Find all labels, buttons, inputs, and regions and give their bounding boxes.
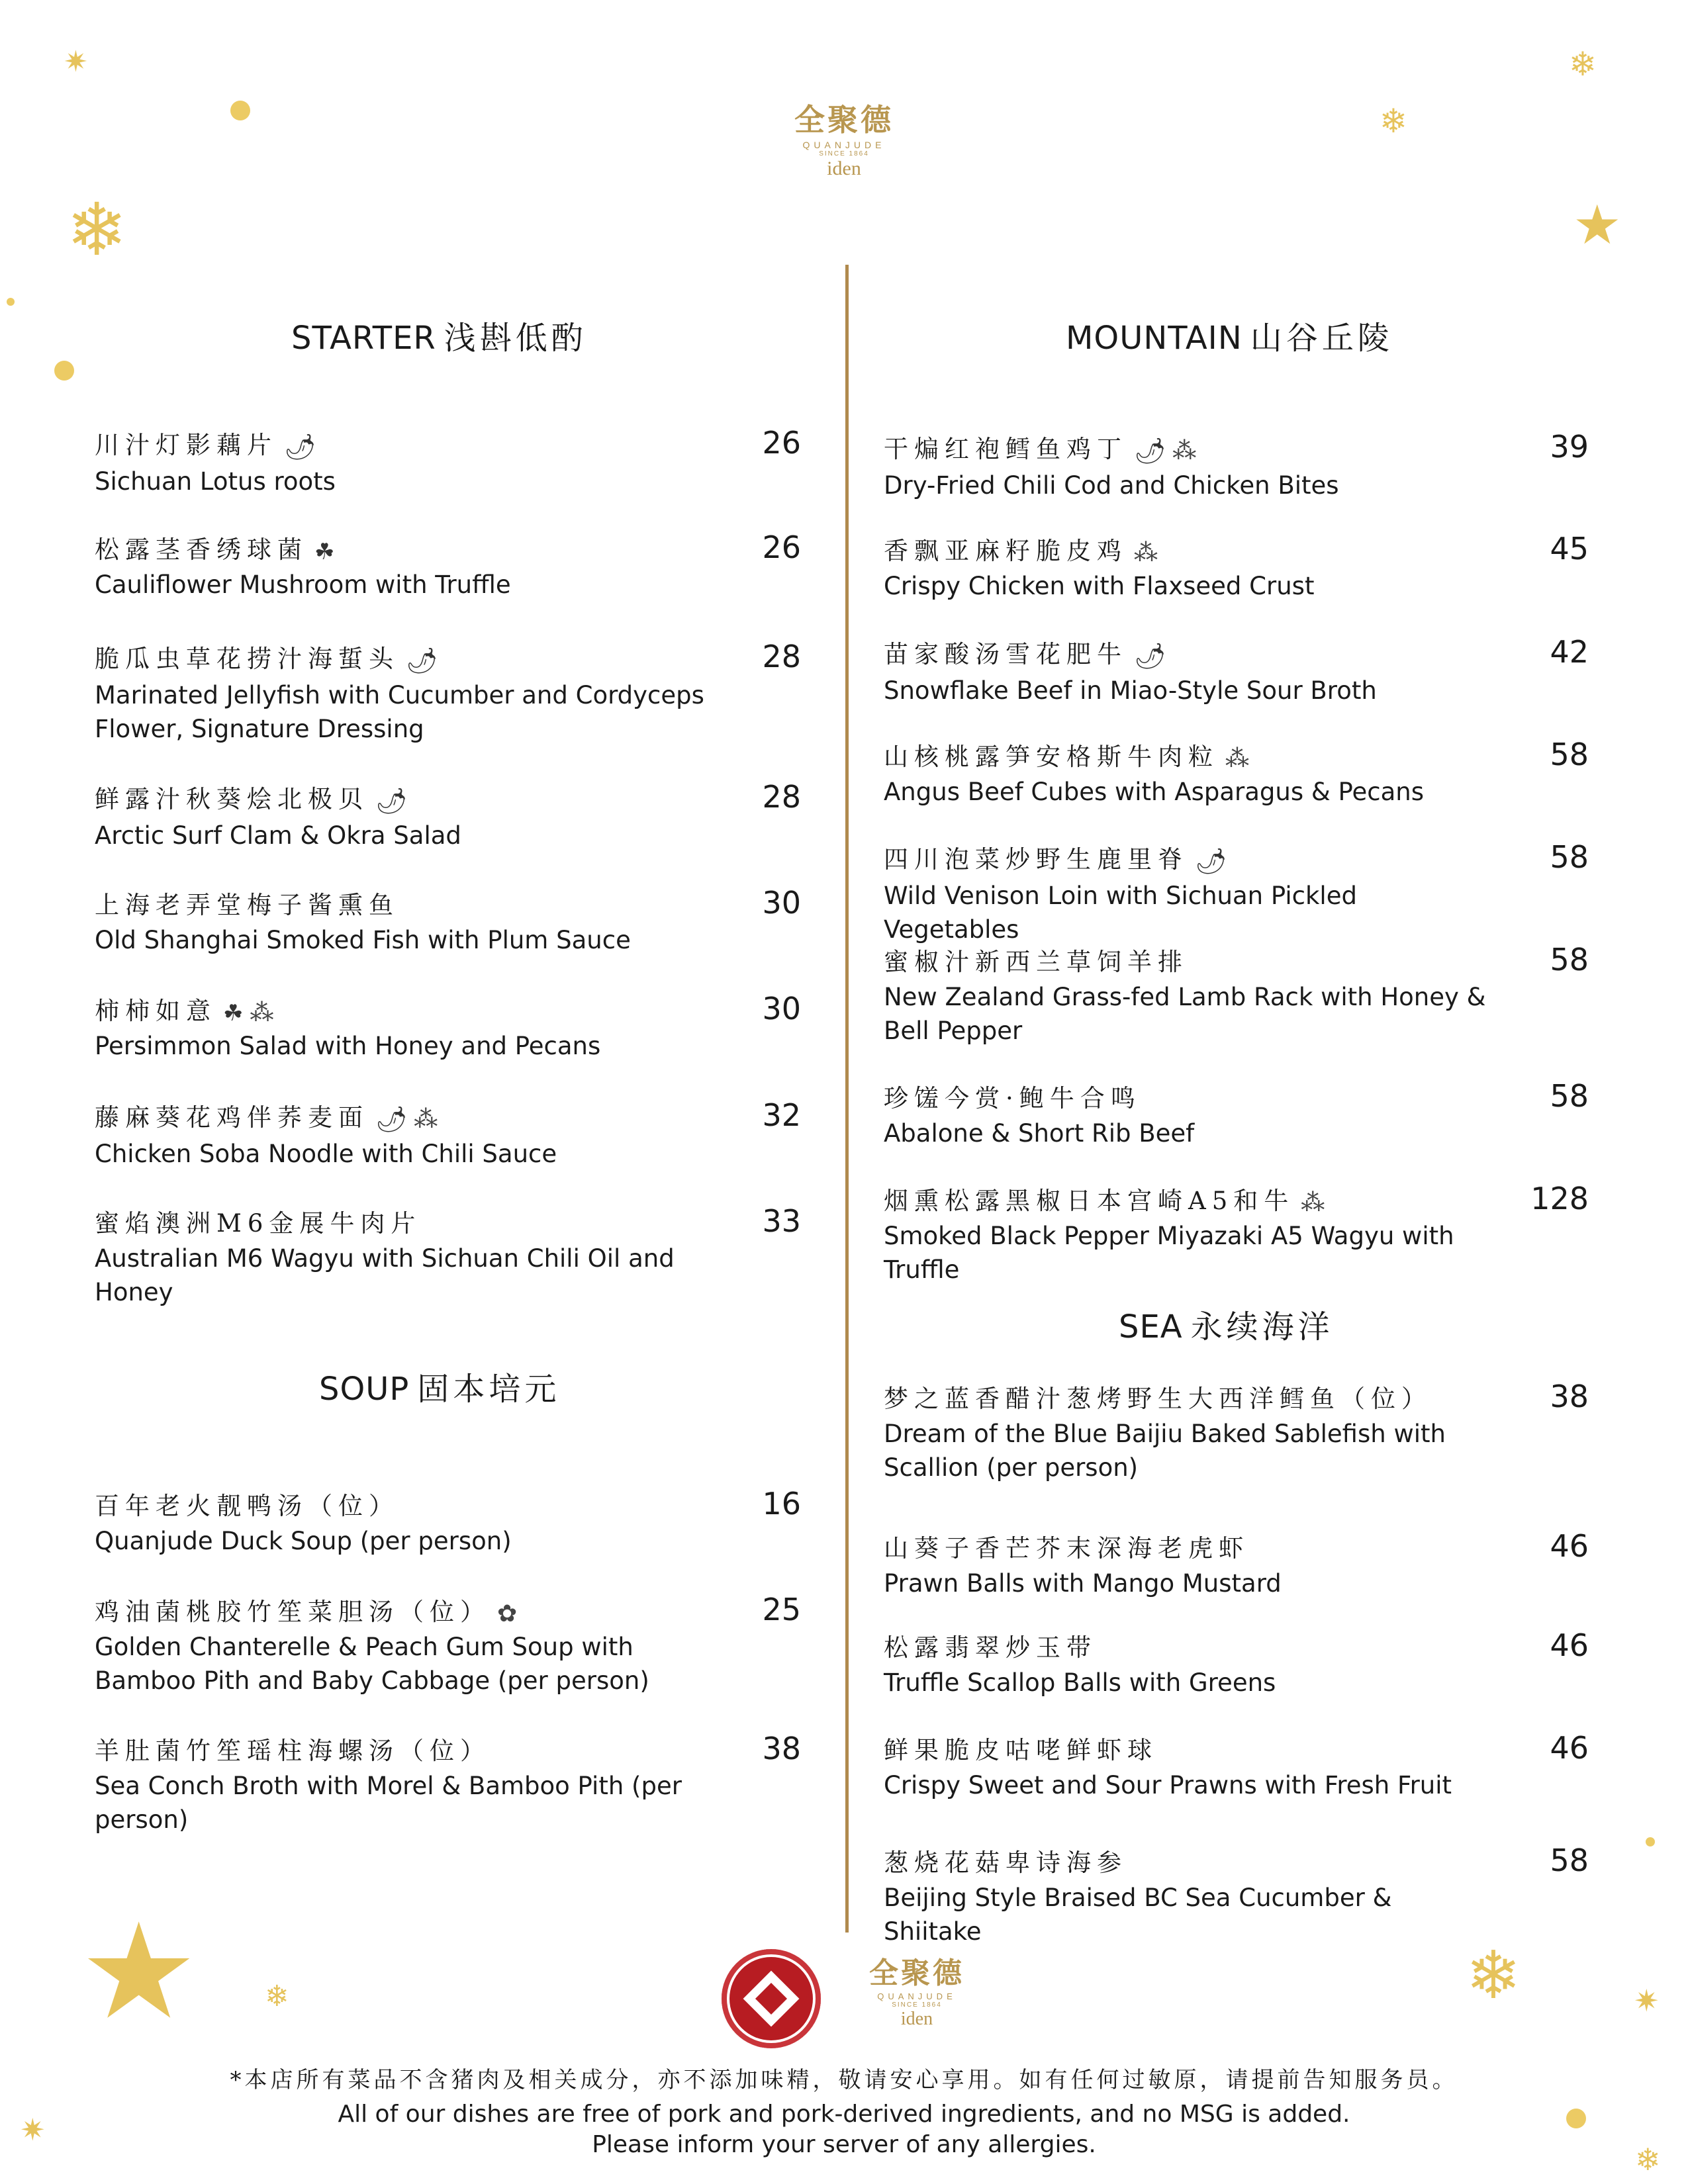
dish-name-en: Angus Beef Cubes with Asparagus & Pecans [884,778,1424,806]
dish-name-cn-text: 四川泡菜炒野生鹿里脊 [884,845,1188,874]
dish-price: 38 [762,1731,801,1766]
brand-name-en: QUANJUDE [877,1991,957,2001]
chili-pepper-icon: 🌶 [284,432,316,461]
menu-item [884,737,1589,809]
dish-name-en: Sea Conch Broth with Morel & Bamboo Pith (per person) [95,1772,682,1834]
dish-name-en: Prawn Balls with Mango Mustard [884,1569,1282,1598]
dish-name-cn [884,1528,1566,1564]
section-title-cn: 永续海洋 [1190,1308,1334,1345]
dish-price: 30 [762,991,801,1026]
menu-item [884,839,1589,946]
dish-price: 46 [1550,1528,1589,1564]
dish-name-cn [884,429,1566,466]
dish-name-en: Quanjude Duck Soup (per person) [95,1527,512,1555]
dish-name-cn-text: 鲜果脆皮咕咾鲜虾球 [884,1736,1158,1764]
dish-name-en: New Zealand Grass-fed Lamb Rack with Honey & Bell Pepper [884,983,1486,1045]
menu-item [884,634,1589,707]
dish-name-en: Beijing Style Braised BC Sea Cucumber & Shiitake [884,1884,1392,1946]
notice-cn: *本店所有菜品不含猪肉及相关成分，亦不添加味精，敬请安心享用。如有任何过敏原，请提前告知服务员。 [230,2067,1458,2093]
section-title-soup [319,1363,560,1409]
menu-item [884,1379,1589,1484]
chili-pepper-icon: 🌶 [1195,846,1227,876]
dish-name-en: Abalone & Short Rib Beef [884,1119,1195,1148]
dish-name-cn [884,1843,1566,1878]
snowflake-icon: ❄ [1569,45,1597,83]
dish-price: 33 [762,1203,801,1239]
dish-price: 25 [762,1592,801,1627]
notice-en-1: All of our dishes are free of pork and pork-derived ingredients, and no MSG is added. [338,2101,1350,2128]
dish-name-cn [884,942,1566,978]
dish-name-cn [95,1097,796,1134]
chili-pepper-icon: 🌶 [375,786,408,815]
brand-since: SINCE 1864 [819,150,869,158]
vegetarian-leaf-icon: ☘ [314,538,335,565]
dish-name-en: Truffle Scallop Balls with Greens [884,1668,1276,1697]
vegetarian-leaf-icon: ☘ [223,999,244,1026]
heritage-seal-icon [722,1949,821,2048]
dish-name-en: Smoked Black Pepper Miyazaki A5 Wagyu with Truffle [884,1222,1454,1284]
dish-name-cn-text: 松露翡翠炒玉带 [884,1633,1097,1662]
dish-name-en: Snowflake Beef in Miao-Style Sour Broth [884,676,1377,705]
menu-item [95,1486,801,1558]
dish-name-en: Arctic Surf Clam & Okra Salad [95,821,461,850]
dish-name-cn [884,1379,1566,1414]
dish-name-cn [884,634,1566,671]
star-icon: ★ [1573,194,1622,257]
dish-price: 32 [762,1097,801,1133]
dish-price: 28 [762,779,801,815]
brand-name-cn: 全聚德 [869,1956,964,1990]
section-title-en: SEA [1119,1308,1183,1345]
dish-name-cn-text: 山葵子香芒芥末深海老虎虾 [884,1534,1249,1563]
section-title-cn: 固本培元 [417,1371,561,1408]
section-title-en: STARTER [291,320,436,357]
dish-name-en: Crispy Sweet and Sour Prawns with Fresh Fruit [884,1771,1452,1799]
dish-price: 58 [1550,839,1589,875]
chili-pepper-icon: 🌶 [375,1105,408,1134]
menu-item [95,991,801,1063]
notice-en-2: Please inform your server of any allergies. [592,2131,1096,2158]
dish-name-cn [884,839,1566,876]
menu-item [884,1730,1589,1802]
gold-dot [230,101,250,120]
chili-pepper-icon: 🌶 [406,646,438,675]
nut-icon: ⁂ [1172,437,1197,465]
shellfish-icon: ✿ [497,1600,518,1627]
dish-price: 45 [1550,531,1589,567]
dish-name-en: Chicken Soba Noodle with Chili Sauce [95,1140,557,1168]
section-title-mountain [1066,312,1393,358]
footer-notice [0,2062,1688,2160]
section-title-cn: 浅斟低酌 [444,320,587,357]
dish-name-en: Sichuan Lotus roots [95,467,336,496]
snowflake-icon: ❄ [1466,1936,1521,2014]
section-title-starter [291,312,587,358]
dish-name-cn-text: 上海老弄堂梅子酱熏鱼 [95,891,399,919]
dish-price: 26 [762,425,801,461]
dish-price: 16 [762,1486,801,1522]
dish-name-cn-text: 羊肚菌竹笙瑶柱海螺汤（位） [95,1737,491,1765]
dish-name-cn-text: 香飘亚麻籽脆皮鸡 [884,537,1127,565]
dish-name-cn [95,1203,796,1239]
dish-price: 46 [1550,1730,1589,1766]
brand-name-en: QUANJUDE [802,140,886,150]
menu-item [884,1843,1589,1948]
dish-name-cn-text: 柿柿如意 [95,997,216,1025]
dish-name-cn-text: 脆瓜虫草花捞汁海蜇头 [95,645,399,673]
brand-logo-footer [854,1949,980,2030]
dish-name-cn-text: 干煸红袍鳕鱼鸡丁 [884,435,1127,463]
menu-item [884,942,1589,1048]
dish-name-cn [95,529,796,565]
dish-name-cn-text: 松露茎香绣球菌 [95,535,308,564]
menu-item [95,639,801,746]
dish-name-en: Australian M6 Wagyu with Sichuan Chili Oil and Honey [95,1244,675,1306]
dish-name-cn [884,1078,1566,1114]
menu-item [884,429,1589,502]
dish-name-cn [95,1731,796,1766]
nut-icon: ⁂ [414,1106,438,1133]
dish-price: 38 [1550,1379,1589,1414]
menu-item [95,779,801,852]
menu-item [884,1627,1589,1700]
menu-item [95,1097,801,1171]
dish-price: 58 [1550,1078,1589,1114]
nut-icon: ⁂ [250,999,274,1026]
brand-since: SINCE 1864 [892,2001,942,2009]
star-icon: ✷ [20,2112,46,2148]
dish-name-cn-text: 鸡油菌桃胶竹笙菜胆汤（位） [95,1598,491,1626]
dish-name-cn [95,991,796,1026]
star-icon: ★ [79,1895,199,2049]
brand-logo [778,96,910,180]
menu-item [884,531,1589,603]
dish-name-cn [884,1181,1566,1216]
dish-name-cn [95,885,796,921]
brand-mark: iden [827,158,861,179]
dish-price: 42 [1550,634,1589,670]
dish-price: 58 [1550,1843,1589,1878]
dish-name-cn [884,1627,1566,1663]
menu-item [95,1592,801,1698]
dish-name-cn-text: 鲜露汁秋葵烩北极贝 [95,785,369,813]
nut-icon: ⁂ [1301,1189,1325,1216]
dish-price: 39 [1550,429,1589,465]
brand-mark: iden [900,2009,933,2029]
dish-name-cn [95,1592,796,1627]
section-title-en: SOUP [319,1371,410,1408]
section-title-en: MOUNTAIN [1066,320,1243,357]
dish-name-en: Dry-Fried Chili Cod and Chicken Bites [884,471,1339,500]
snowflake-icon: ❄ [1635,2142,1661,2177]
chili-pepper-icon: 🌶 [1134,641,1166,670]
dish-name-en: Persimmon Salad with Honey and Pecans [95,1032,601,1060]
dish-name-cn-text: 珍馐今赏·鲍牛合鸣 [884,1084,1141,1113]
dish-name-cn [95,779,796,816]
dish-name-en: Old Shanghai Smoked Fish with Plum Sauce [95,926,631,954]
nut-icon: ⁂ [1225,745,1249,772]
gold-dot [54,361,74,381]
dish-name-cn-text: 川汁灯影藕片 [95,431,277,459]
dish-name-cn-text: 葱烧花菇卑诗海参 [884,1848,1127,1877]
dish-name-en: Cauliflower Mushroom with Truffle [95,570,511,599]
menu-item [95,425,801,498]
dish-price: 128 [1530,1181,1589,1216]
dish-name-en: Golden Chanterelle & Peach Gum Soup with Bamboo Pith and Baby Cabbage (per person) [95,1633,649,1695]
dish-name-cn [95,1486,796,1522]
menu-item [884,1528,1589,1600]
dish-name-cn-text: 蜜椒汁新西兰草饲羊排 [884,948,1188,976]
menu-item [95,1731,801,1837]
dish-name-cn [95,639,796,676]
dish-name-en: Marinated Jellyfish with Cucumber and Cordyceps Flower, Signature Dressing [95,681,704,743]
column-divider [845,265,849,1933]
menu-item [95,529,801,602]
dish-price: 28 [762,639,801,674]
dish-price: 58 [1550,737,1589,772]
menu-item [884,1078,1589,1150]
menu-item [95,1203,801,1309]
dish-name-en: Dream of the Blue Baijiu Baked Sablefish with Scallion (per person) [884,1420,1446,1482]
dish-name-en: Crispy Chicken with Flaxseed Crust [884,572,1315,600]
gold-dot [1646,1837,1655,1846]
menu-item [884,1181,1589,1287]
chili-pepper-icon: 🌶 [1134,436,1166,465]
dish-price: 46 [1550,1627,1589,1663]
section-title-sea [1119,1301,1334,1347]
dish-name-cn-text: 蜜焰澳洲M6金展牛肉片 [95,1209,422,1238]
snowflake-icon: ❄ [265,1979,289,2013]
dish-name-cn-text: 藤麻葵花鸡伴荞麦面 [95,1103,369,1132]
dish-name-cn-text: 苗家酸汤雪花肥牛 [884,640,1127,668]
snowflake-icon: ❄ [66,187,128,272]
dish-price: 58 [1550,942,1589,978]
dish-name-cn [884,1730,1566,1766]
dish-name-cn-text: 梦之蓝香醋汁葱烤野生大西洋鳕鱼（位） [884,1385,1432,1413]
snowflake-icon: ❄ [1380,102,1407,140]
dish-name-cn-text: 烟熏松露黑椒日本宫崎A5和牛 [884,1187,1295,1215]
star-icon: ✷ [1634,1983,1660,2019]
nut-icon: ⁂ [1134,539,1158,567]
dish-price: 30 [762,885,801,921]
section-title-cn: 山谷丘陵 [1250,320,1393,357]
dish-name-cn-text: 百年老火靓鸭汤（位） [95,1492,399,1520]
menu-item [95,885,801,957]
brand-name-cn: 全聚德 [794,102,894,138]
dish-price: 26 [762,529,801,565]
dish-name-cn-text: 山核桃露笋安格斯牛肉粒 [884,743,1219,771]
dish-name-en: Wild Venison Loin with Sichuan Pickled Vegetables [884,882,1357,944]
star-icon: ✷ [64,45,88,79]
gold-dot [7,298,15,306]
dish-name-cn [884,531,1566,567]
dish-name-cn [884,737,1566,772]
dish-name-cn [95,425,796,462]
